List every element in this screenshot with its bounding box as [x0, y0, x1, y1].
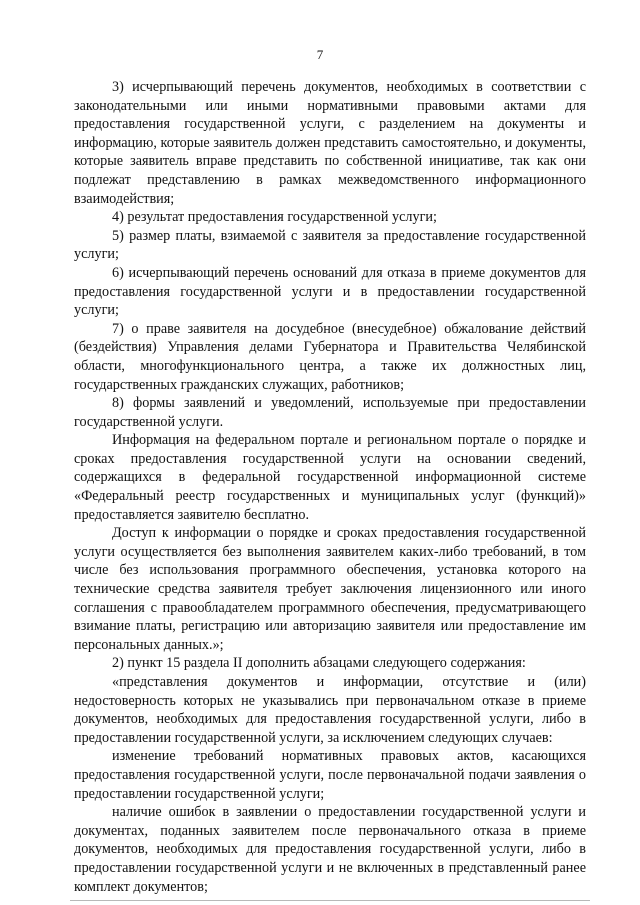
paragraph-item-5: 5) размер платы, взимаемой с заявителя за предоставление государственной услуги; [74, 227, 586, 263]
paragraph-amendment-2: 2) пункт 15 раздела II дополнить абзацами следующего содержания: [112, 655, 526, 672]
paragraph-item-3: 3) исчерпывающий перечень документов, необходимых в соответствии с законодательными или иными нормативными правовыми актами для предоставления государственной услуги, с разделением на документы и информацию, которые заявитель должен представить самостоятельно, и документы, которые заявитель вправе представить по собственной инициативе, так как они подлежат представлению в рамках межведомственного информационного взаимодействия; [74, 79, 586, 207]
paragraph-item-8: 8) формы заявлений и уведомлений, используемые при предоставлении государственной услуги. [74, 395, 586, 430]
paragraph-exception-2: наличие ошибок в заявлении о предоставлении государственной услуги и документах, поданных заявителем после первоначального отказа в приеме документов, необходимых для предоставления государственной услуги, либо в предоставлении государственной услуги и не включенных в представленный ранее комплект документов; [74, 804, 586, 895]
paragraph-item-6: 6) исчерпывающий перечень оснований для отказа в приеме документов для предоставления государственной услуги и в предоставлении государственной услуги; [74, 264, 586, 319]
paragraph-quoted-provision: «представления документов и информации, отсутствие и (или) недостоверность которых не указывались при первоначальном отказе в приеме документов, необходимых для предоставления государственной услуги, либо в предоставлении государственной услуги, за исключением следующих случаев: [74, 674, 586, 746]
page-number: 7 [316, 47, 324, 62]
paragraph-portal-info: Информация на федеральном портале и региональном портале о порядке и сроках предоставления государственной услуги на основании сведений, содержащихся в федеральной государственной информационной системе «Федеральный реестр государственных и муниципальных услуг (функций)» предоставляется заявителю бесплатно. [74, 432, 586, 523]
paragraph-exception-1: изменение требований нормативных правовых актов, касающихся предоставления государственной услуги, после первоначальной подачи заявления о предоставлении государственной услуги; [74, 748, 586, 802]
bottom-edge-line [70, 900, 590, 901]
paragraph-access-info: Доступ к информации о порядке и сроках предоставления государственной услуги осуществляется без выполнения заявителем каких-либо требований, в том числе без использования программного обеспечения, установка которого на технические средства заявителя требует заключения лицензионного или иного соглашения с правообладателем программного обеспечения, предусматривающего взимание платы, регистрацию или авторизацию заявителя или предоставление им персональных данных.»; [74, 525, 586, 653]
document-body [74, 78, 586, 896]
paragraph-item-7: 7) о праве заявителя на досудебное (внесудебное) обжалование действий (бездействия) Управления делами Губернатора и Правительства Челябинской области, многофункционального центра, а также их должностных лиц, государственных гражданских служащих, работников; [74, 320, 586, 393]
paragraph-item-4: 4) результат предоставления государственной услуги; [112, 209, 437, 226]
